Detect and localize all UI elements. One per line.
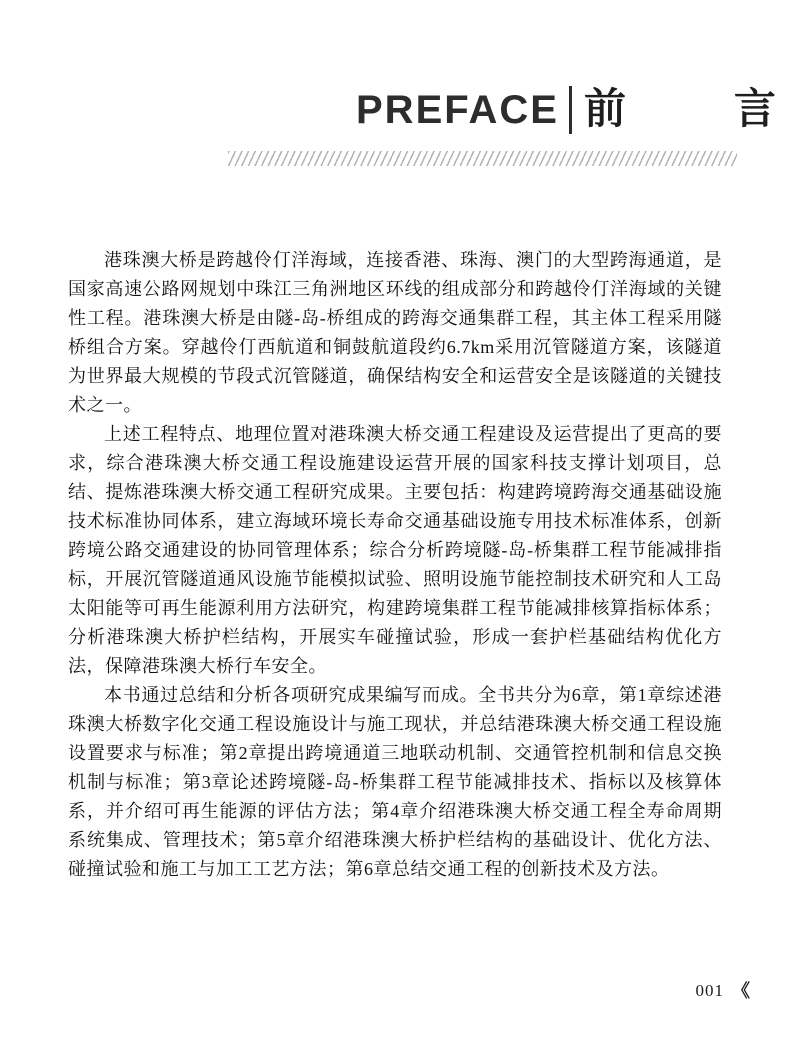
title-divider	[569, 86, 572, 134]
title-chinese	[584, 89, 776, 131]
title-chinese-char-1: 前	[583, 87, 626, 133]
title-english: PREFACE	[356, 88, 559, 132]
paragraph: 港珠澳大桥是跨越伶仃洋海域，连接香港、珠海、澳门的大型跨海通道，是国家高速公路网规划中珠江三角洲地区环线的组成部分和跨越伶仃洋海域的关键性工程。港珠澳大桥是由隧-岛-桥组成的跨海交通集群工程，其主体工程采用隧桥组合方案。穿越伶仃西航道和铜鼓航道段约6.7km采用沉管隧道方案，该隧道为世界最大规模的节段式沉管隧道，确保结构安全和运营安全是该隧道的关键技术之一。	[68, 250, 722, 415]
paragraph: 本书通过总结和分析各项研究成果编写而成。全书共分为6章，第1章综述港珠澳大桥数字化交通工程设施设计与施工现状，并总结港珠澳大桥交通工程设施设置要求与标准；第2章提出跨境通道三地联动机制、交通管控机制和信息交换机制与标准；第3章论述跨境隧-岛-桥集群工程节能减排技术、指标以及核算体系，并介绍可再生能源的评估方法；第4章介绍港珠澳大桥交通工程全寿命周期系统集成、管理技术；第5章介绍港珠澳大桥护栏结构的基础设计、优化方法、碰撞试验和施工与加工工艺方法；第6章总结交通工程的创新技术及方法。	[68, 685, 722, 879]
hatch-decoration	[228, 151, 737, 166]
guillemet-marker-icon: 《	[732, 981, 750, 1001]
page-number: 001	[695, 981, 724, 1000]
preface-body	[68, 246, 722, 884]
page-title	[356, 86, 776, 134]
paragraph: 上述工程特点、地理位置对港珠澳大桥交通工程建设及运营提出了更高的要求，综合港珠澳大桥交通工程设施建设运营开展的国家科技支撑计划项目，总结、提炼港珠澳大桥交通工程研究成果。主要包括：构建跨境跨海交通基础设施技术标准协同体系，建立海域环境长寿命交通基础设施专用技术标准体系，创新跨境公路交通建设的协同管理体系；综合分析跨境隧-岛-桥集群工程节能减排指标，开展沉管隧道通风设施节能模拟试验、照明设施节能控制技术研究和人工岛太阳能等可再生能源利用方法研究，构建跨境集群工程节能减排核算指标体系；分析港珠澳大桥护栏结构，开展实车碰撞试验，形成一套护栏基础结构优化方法，保障港珠澳大桥行车安全。	[68, 424, 722, 676]
title-chinese-char-2: 言	[733, 87, 776, 133]
page-footer	[696, 981, 751, 1001]
